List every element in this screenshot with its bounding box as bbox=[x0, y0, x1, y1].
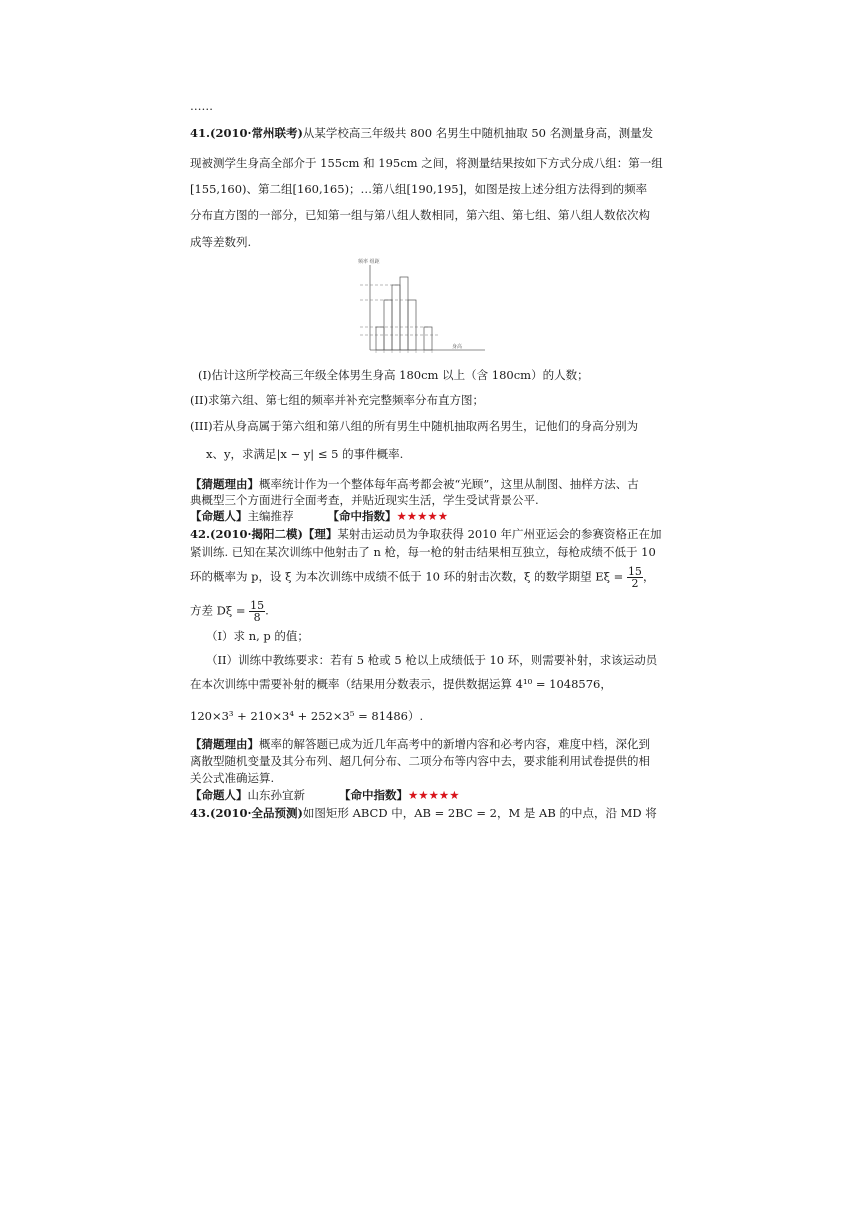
q43-source: (2010·全品预测) bbox=[210, 806, 303, 820]
q41-source: (2010·常州联考) bbox=[210, 126, 303, 140]
histogram-x-ticks bbox=[376, 350, 432, 353]
q42-part-2: （II）训练中教练要求：若有 5 枪或 5 枪以上成绩低于 10 环，则需要补射，求该运动员 bbox=[206, 653, 658, 667]
q42-author-label: 【命题人】 bbox=[190, 788, 248, 802]
ellipsis: …… bbox=[190, 99, 213, 113]
q41-number: 41. bbox=[190, 126, 211, 140]
q42-index-label: 【命中指数】 bbox=[339, 788, 408, 802]
q42-rating-stars: ★★★★★ bbox=[408, 788, 460, 802]
histogram-bar-8 bbox=[424, 327, 432, 350]
histogram-top-label: 频率 组距 bbox=[358, 259, 380, 265]
q42-text-1: 某射击运动员为争取获得 2010 年广州亚运会的参赛资格正在加 bbox=[337, 527, 662, 541]
q42-line-4 bbox=[190, 600, 269, 623]
q41-part-1: (I)估计这所学校高三年级全体男生身高 180cm 以上（含 180cm）的人数； bbox=[198, 368, 589, 382]
q42-line-2: 紧训练. 已知在某次训练中他射击了 n 枪，每一枪的射击结果相互独立，每枪成绩不低于 10 bbox=[190, 545, 656, 559]
q41-line-5: 成等差数列. bbox=[190, 235, 252, 249]
q42-part-2b: 在本次训练中需要补射的概率（结果用分数表示，提供数据运算 4¹⁰ = 1048576， bbox=[190, 677, 612, 691]
q42-variance-fraction: $\frac{15}{8}$ bbox=[250, 599, 265, 624]
q42-reason-label: 【猜题理由】 bbox=[190, 737, 259, 751]
histogram-bar-4 bbox=[400, 277, 408, 350]
q41-reason-1 bbox=[190, 476, 639, 492]
histogram-bar-5 bbox=[408, 300, 416, 350]
q42-reason-text-1: 概率的解答题已成为近几年高考中的新增内容和必考内容，难度中档，深化到 bbox=[259, 737, 650, 751]
q42-expectation-fraction: $\frac{15}{2}$ bbox=[627, 565, 642, 590]
histogram-axis-label: 身高 bbox=[452, 344, 463, 350]
q42-line-3-text: 环的概率为 p，设 ξ 为本次训练中成绩不低于 10 环的射击次数，ξ 的数学期望 Eξ = bbox=[190, 569, 624, 584]
q42-line-1 bbox=[190, 526, 662, 542]
q42-author: 山东孙宜新 bbox=[247, 788, 305, 802]
q42-part-1: （I）求 n, p 的值； bbox=[206, 629, 309, 643]
q42-meta bbox=[190, 787, 460, 803]
q41-line-3: [155,160)、第二组[160,165)；…第八组[190,195]，如图是按上述分组方法得到的频率 bbox=[190, 182, 648, 196]
histogram-bar-1 bbox=[376, 327, 384, 350]
q42-line-3-end: ， bbox=[642, 569, 655, 584]
q41-reason-2: 典概型三个方面进行全面考查，并贴近现实生活，学生受试背景公平. bbox=[190, 493, 539, 507]
q42-reason-3: 关公式准确运算. bbox=[190, 771, 275, 785]
q41-part-3b: x、y，求满足|x − y| ≤ 5 的事件概率. bbox=[206, 447, 404, 461]
q42-source: (2010·揭阳二模) bbox=[210, 527, 303, 541]
q41-reason-text-1: 概率统计作为一个整体每年高考都会被“光顾”，这里从制图、抽样方法、古 bbox=[259, 477, 639, 491]
q41-rating-stars: ★★★★★ bbox=[396, 509, 449, 523]
q41-text-1: 从某学校高三年级共 800 名男生中随机抽取 50 名测量身高，测量发 bbox=[302, 126, 654, 140]
q42-reason-1 bbox=[190, 736, 650, 752]
q42-line-3 bbox=[190, 566, 654, 589]
q41-line-4: 分布直方图的一部分，已知第一组与第八组人数相同，第六组、第七组、第八组人数依次构 bbox=[190, 208, 650, 222]
histogram-bar-3 bbox=[392, 285, 400, 350]
q42-reason-2: 离散型随机变量及其分布列、超几何分布、二项分布等内容中去，要求能利用试卷提供的相 bbox=[190, 754, 650, 768]
q42-number: 42. bbox=[190, 527, 211, 541]
q42-line-4-text: 方差 Dξ = bbox=[190, 603, 246, 618]
q41-author: 主编推荐 bbox=[247, 509, 294, 523]
q41-line-2: 现被测学生身高全部介于 155cm 和 195cm 之间，将测量结果按如下方式分成八组：第一组 bbox=[190, 156, 663, 170]
histogram-bar-2 bbox=[384, 300, 392, 350]
q42-line-4-end: . bbox=[265, 603, 269, 618]
q43-number: 43. bbox=[190, 806, 211, 820]
q41-part-2: (II)求第六组、第七组的频率并补充完整频率分布直方图； bbox=[190, 393, 485, 407]
q43-line-1 bbox=[190, 805, 657, 821]
frequency-histogram-figure bbox=[340, 255, 490, 355]
q43-text-1: 如图矩形 ABCD 中，AB = 2BC = 2，M 是 AB 的中点，沿 MD 将 bbox=[302, 806, 657, 820]
q42-tag: 【理】 bbox=[302, 527, 338, 541]
histogram-bars bbox=[376, 277, 432, 350]
q41-part-3: (III)若从身高属于第六组和第八组的所有男生中随机抽取两名男生，记他们的身高分别为 bbox=[190, 419, 639, 433]
q41-index-label: 【命中指数】 bbox=[327, 509, 397, 523]
q41-reason-label: 【猜题理由】 bbox=[190, 477, 259, 491]
q41-line-1 bbox=[190, 125, 653, 141]
q41-author-label: 【命题人】 bbox=[190, 509, 248, 523]
q41-meta bbox=[190, 508, 448, 524]
q42-part-2c: 120×3³ + 210×3⁴ + 252×3⁵ = 81486）. bbox=[190, 709, 424, 723]
